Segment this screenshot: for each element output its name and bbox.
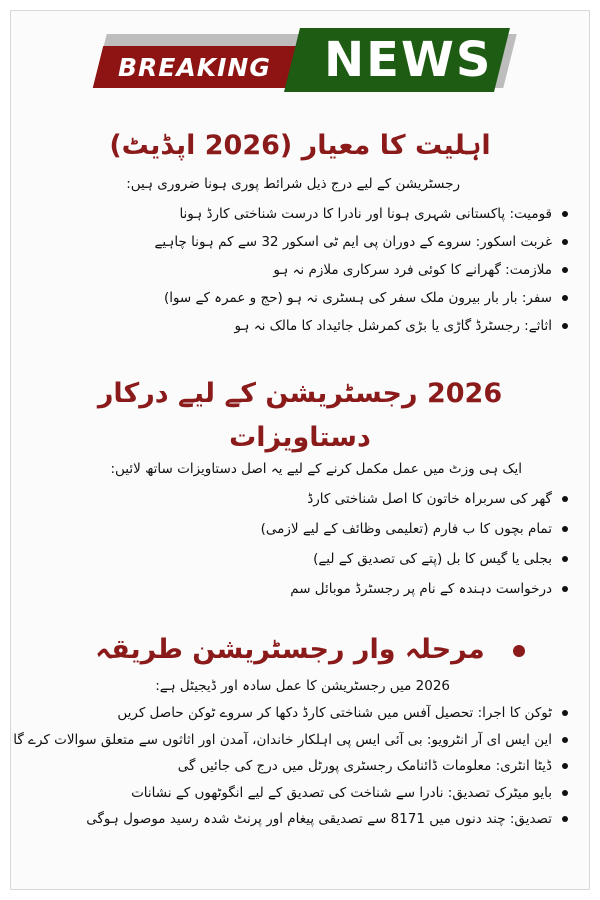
list-item: غربت اسکور: سروے کے دوران پی ایم ٹی اسکور 32 سے کم ہونا چاہیے xyxy=(148,228,568,256)
documents-intro: ایک ہی وزٹ میں عمل مکمل کرنے کے لیے یہ اصل دستاویزات ساتھ لائیں: xyxy=(110,461,522,477)
list-item: سفر: بار بار بیرون ملک سفر کی ہسٹری نہ ہو (حج و عمرہ کے سوا) xyxy=(148,284,568,312)
list-item: اثاثے: رجسٹرڈ گاڑی یا بڑی کمرشل جائیداد کا مالک نہ ہو xyxy=(148,312,568,340)
heading-bullet xyxy=(513,645,525,657)
eligibility-intro: رجسٹریشن کے لیے درج ذیل شرائط پوری ہونا ضروری ہیں: xyxy=(126,176,460,192)
list-item: بایو میٹرک تصدیق: نادرا سے شناخت کی تصدیق کے لیے انگوٹھوں کے نشانات xyxy=(28,780,568,807)
registration-steps-heading xyxy=(60,630,560,670)
list-item: درخواست دہندہ کے نام پر رجسٹرڈ موبائل سم xyxy=(148,574,568,604)
list-item: تمام بچوں کا ب فارم (تعلیمی وظائف کے لیے لازمی) xyxy=(148,514,568,544)
news-label: NEWS xyxy=(324,32,493,88)
list-item: قومیت: پاکستانی شہری ہونا اور نادرا کا درست شناختی کارڈ ہونا xyxy=(148,200,568,228)
list-item: بجلی یا گیس کا بل (پتے کی تصدیق کے لیے) xyxy=(148,544,568,574)
list-item: تصدیق: چند دنوں میں 8171 سے تصدیقی پیغام اور پرنٹ شدہ رسید موصول ہوگی xyxy=(28,806,568,833)
eligibility-list xyxy=(148,200,568,340)
steps-list xyxy=(13,700,568,833)
list-item: ٹوکن کا اجرا: تحصیل آفس میں شناختی کارڈ دکھا کر سروے ٹوکن حاصل کریں xyxy=(28,700,568,727)
documents-heading: 2026 رجسٹریشن کے لیے درکار دستاویزات xyxy=(97,378,503,453)
eligibility-heading: اہلیت کا معیار (2026 اپڈیٹ) xyxy=(109,130,491,161)
steps-intro: 2026 میں رجسٹریشن کا عمل سادہ اور ڈیجیٹل ہے: xyxy=(155,678,450,694)
documents-list xyxy=(148,484,568,604)
list-item: گھر کی سربراہ خاتون کا اصل شناختی کارڈ xyxy=(148,484,568,514)
list-item: این ایس ای آر انٹرویو: بی آئی ایس پی اہلکار خاندان، آمدن اور اثاثوں سے متعلق سوالات کرے گا xyxy=(28,727,568,754)
registration-steps-title: مرحلہ وار رجسٹریشن طریقہ xyxy=(95,634,485,665)
list-item: ڈیٹا انٹری: معلومات ڈائنامک رجسٹری پورٹل میں درج کی جائیں گی xyxy=(28,753,568,780)
list-item: ملازمت: گھرانے کا کوئی فرد سرکاری ملازم نہ ہو xyxy=(148,256,568,284)
breaking-label: BREAKING xyxy=(118,53,271,82)
breaking-news-banner xyxy=(92,26,512,98)
